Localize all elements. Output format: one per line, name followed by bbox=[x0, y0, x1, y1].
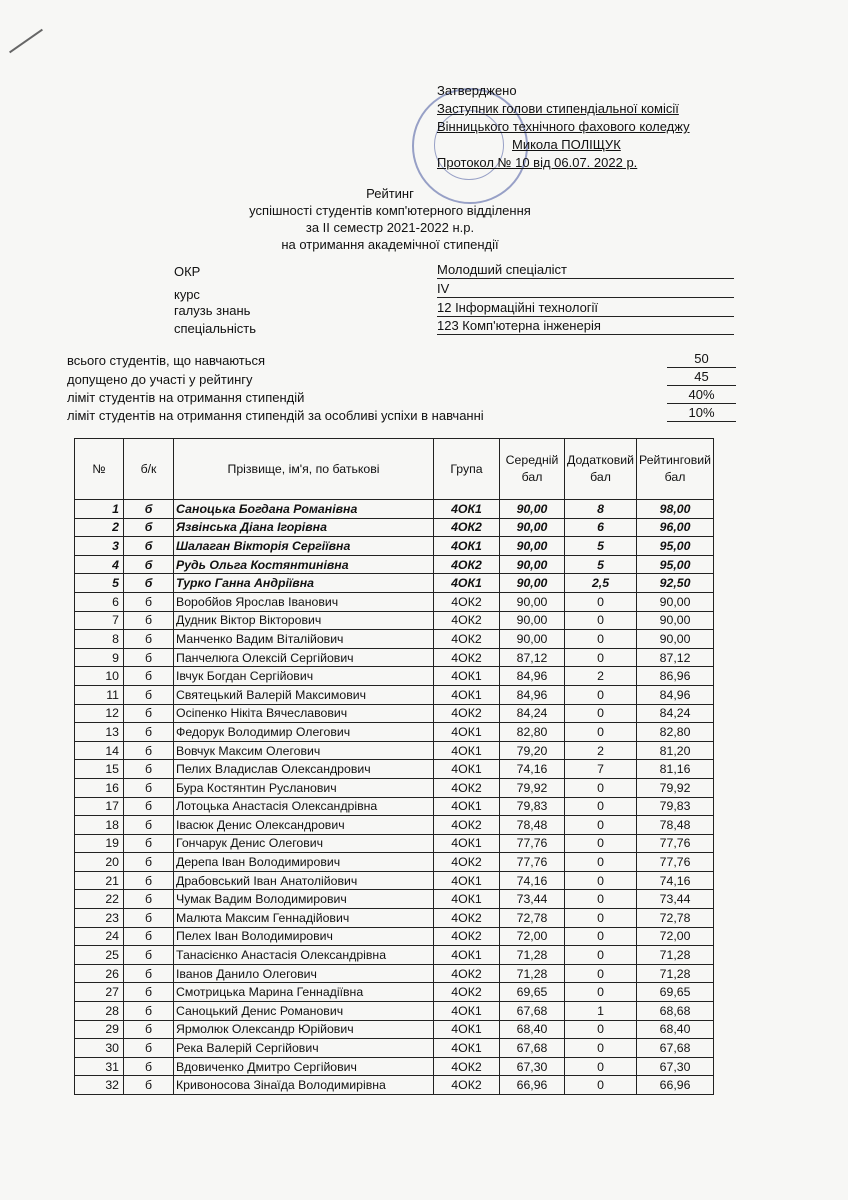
approval-block bbox=[437, 82, 737, 172]
cell-name: Река Валерій Сергійович bbox=[174, 1039, 434, 1058]
stat-label-limit: ліміт студентів на отримання стипендій bbox=[67, 390, 305, 405]
approval-line-4: Микола ПОЛІЩУК bbox=[512, 137, 621, 152]
cell-number: 5 bbox=[75, 574, 124, 593]
cell-number: 6 bbox=[75, 592, 124, 611]
cell-group: 4ОК2 bbox=[434, 1076, 500, 1095]
cell-rating: 77,76 bbox=[637, 853, 714, 872]
cell-average: 90,00 bbox=[500, 630, 565, 649]
cell-average: 90,00 bbox=[500, 537, 565, 556]
cell-budget: б bbox=[124, 927, 174, 946]
cell-rating: 90,00 bbox=[637, 611, 714, 630]
cell-number: 16 bbox=[75, 778, 124, 797]
cell-bonus: 0 bbox=[565, 685, 637, 704]
cell-average: 71,28 bbox=[500, 964, 565, 983]
cell-budget: б bbox=[124, 853, 174, 872]
header-name: Прізвище, ім'я, по батькові bbox=[174, 439, 434, 500]
cell-name: Осіпенко Нікіта Вячеславович bbox=[174, 704, 434, 723]
cell-bonus: 7 bbox=[565, 760, 637, 779]
cell-budget: б bbox=[124, 760, 174, 779]
cell-number: 3 bbox=[75, 537, 124, 556]
cell-rating: 68,40 bbox=[637, 1020, 714, 1039]
cell-average: 90,00 bbox=[500, 500, 565, 519]
cell-budget: б bbox=[124, 797, 174, 816]
cell-number: 26 bbox=[75, 964, 124, 983]
cell-budget: б bbox=[124, 946, 174, 965]
cell-bonus: 0 bbox=[565, 1020, 637, 1039]
table-row bbox=[75, 592, 714, 611]
stat-label-limit-special: ліміт студентів на отримання стипендій за особливі успіхи в навчанні bbox=[67, 408, 484, 423]
cell-budget: б bbox=[124, 685, 174, 704]
cell-group: 4ОК2 bbox=[434, 778, 500, 797]
stat-value-limit: 40% bbox=[667, 387, 736, 404]
cell-bonus: 8 bbox=[565, 500, 637, 519]
cell-budget: б bbox=[124, 816, 174, 835]
cell-bonus: 0 bbox=[565, 1039, 637, 1058]
cell-number: 9 bbox=[75, 648, 124, 667]
cell-rating: 96,00 bbox=[637, 518, 714, 537]
cell-bonus: 0 bbox=[565, 871, 637, 890]
cell-name: Дерепа Іван Володимирович bbox=[174, 853, 434, 872]
header-group: Група bbox=[434, 439, 500, 500]
cell-number: 14 bbox=[75, 741, 124, 760]
cell-budget: б bbox=[124, 1020, 174, 1039]
cell-group: 4ОК2 bbox=[434, 983, 500, 1002]
table-row bbox=[75, 778, 714, 797]
cell-name: Саноцька Богдана Романівна bbox=[174, 500, 434, 519]
cell-rating: 92,50 bbox=[637, 574, 714, 593]
cell-budget: б bbox=[124, 1076, 174, 1095]
cell-bonus: 0 bbox=[565, 890, 637, 909]
cell-rating: 73,44 bbox=[637, 890, 714, 909]
cell-bonus: 0 bbox=[565, 964, 637, 983]
cell-rating: 86,96 bbox=[637, 667, 714, 686]
cell-number: 24 bbox=[75, 927, 124, 946]
cell-rating: 67,30 bbox=[637, 1057, 714, 1076]
cell-average: 84,96 bbox=[500, 685, 565, 704]
cell-average: 87,12 bbox=[500, 648, 565, 667]
cell-number: 10 bbox=[75, 667, 124, 686]
cell-group: 4ОК1 bbox=[434, 1039, 500, 1058]
table-row bbox=[75, 518, 714, 537]
header-bonus: Додатковий бал bbox=[565, 439, 637, 500]
cell-average: 90,00 bbox=[500, 555, 565, 574]
header-number: № bbox=[75, 439, 124, 500]
cell-name: Дудник Віктор Вікторович bbox=[174, 611, 434, 630]
cell-budget: б bbox=[124, 1002, 174, 1021]
cell-budget: б bbox=[124, 630, 174, 649]
table-row bbox=[75, 834, 714, 853]
table-row bbox=[75, 909, 714, 928]
cell-bonus: 2 bbox=[565, 741, 637, 760]
cell-name: Івчук Богдан Сергійович bbox=[174, 667, 434, 686]
table-row bbox=[75, 983, 714, 1002]
param-value-field: 12 Інформаційні технології bbox=[437, 300, 734, 317]
cell-group: 4ОК1 bbox=[434, 797, 500, 816]
cell-bonus: 0 bbox=[565, 648, 637, 667]
cell-average: 73,44 bbox=[500, 890, 565, 909]
stat-value-total: 50 bbox=[667, 351, 736, 368]
param-label-field: галузь знань bbox=[174, 303, 251, 318]
cell-average: 82,80 bbox=[500, 723, 565, 742]
cell-average: 69,65 bbox=[500, 983, 565, 1002]
cell-bonus: 0 bbox=[565, 723, 637, 742]
cell-rating: 72,00 bbox=[637, 927, 714, 946]
cell-bonus: 2 bbox=[565, 667, 637, 686]
cell-number: 12 bbox=[75, 704, 124, 723]
table-row bbox=[75, 555, 714, 574]
cell-group: 4ОК1 bbox=[434, 1020, 500, 1039]
cell-name: Вовчук Максим Олегович bbox=[174, 741, 434, 760]
cell-budget: б bbox=[124, 741, 174, 760]
cell-rating: 77,76 bbox=[637, 834, 714, 853]
table-row bbox=[75, 648, 714, 667]
cell-budget: б bbox=[124, 964, 174, 983]
cell-group: 4ОК2 bbox=[434, 704, 500, 723]
cell-rating: 79,92 bbox=[637, 778, 714, 797]
cell-name: Шалаган Вікторія Сергіївна bbox=[174, 537, 434, 556]
header-rating: Рейтинговий бал bbox=[637, 439, 714, 500]
cell-number: 32 bbox=[75, 1076, 124, 1095]
cell-name: Воробйов Ярослав Іванович bbox=[174, 592, 434, 611]
title-line-3: за II семестр 2021-2022 н.р. bbox=[305, 220, 475, 235]
cell-number: 25 bbox=[75, 946, 124, 965]
cell-group: 4ОК1 bbox=[434, 760, 500, 779]
cell-number: 30 bbox=[75, 1039, 124, 1058]
cell-group: 4ОК2 bbox=[434, 648, 500, 667]
cell-bonus: 5 bbox=[565, 537, 637, 556]
cell-rating: 90,00 bbox=[637, 630, 714, 649]
table-header-row bbox=[75, 439, 714, 500]
table-row bbox=[75, 574, 714, 593]
cell-rating: 71,28 bbox=[637, 946, 714, 965]
cell-average: 77,76 bbox=[500, 834, 565, 853]
cell-budget: б bbox=[124, 592, 174, 611]
table-row bbox=[75, 704, 714, 723]
cell-group: 4ОК2 bbox=[434, 592, 500, 611]
cell-group: 4ОК2 bbox=[434, 927, 500, 946]
cell-budget: б bbox=[124, 890, 174, 909]
table-row bbox=[75, 890, 714, 909]
cell-group: 4ОК2 bbox=[434, 909, 500, 928]
cell-budget: б bbox=[124, 555, 174, 574]
approval-line-5: Протокол № 10 від 06.07. 2022 р. bbox=[437, 155, 638, 170]
title-line-2: успішності студентів комп'ютерного відділення bbox=[249, 203, 531, 218]
param-label-specialty: спеціальність bbox=[174, 321, 256, 336]
cell-bonus: 0 bbox=[565, 927, 637, 946]
cell-number: 2 bbox=[75, 518, 124, 537]
param-label-okr: ОКР bbox=[174, 264, 201, 279]
cell-group: 4ОК2 bbox=[434, 518, 500, 537]
cell-bonus: 0 bbox=[565, 834, 637, 853]
cell-average: 72,00 bbox=[500, 927, 565, 946]
table-row bbox=[75, 537, 714, 556]
stat-value-admitted: 45 bbox=[667, 369, 736, 386]
cell-group: 4ОК1 bbox=[434, 500, 500, 519]
stat-label-admitted: допущено до участі у рейтингу bbox=[67, 372, 253, 387]
cell-group: 4ОК1 bbox=[434, 723, 500, 742]
cell-average: 77,76 bbox=[500, 853, 565, 872]
cell-number: 18 bbox=[75, 816, 124, 835]
cell-group: 4ОК1 bbox=[434, 574, 500, 593]
cell-budget: б bbox=[124, 834, 174, 853]
cell-number: 1 bbox=[75, 500, 124, 519]
cell-bonus: 0 bbox=[565, 816, 637, 835]
cell-rating: 67,68 bbox=[637, 1039, 714, 1058]
cell-group: 4ОК1 bbox=[434, 946, 500, 965]
cell-number: 29 bbox=[75, 1020, 124, 1039]
cell-number: 19 bbox=[75, 834, 124, 853]
cell-rating: 69,65 bbox=[637, 983, 714, 1002]
cell-rating: 87,12 bbox=[637, 648, 714, 667]
cell-group: 4ОК2 bbox=[434, 853, 500, 872]
cell-rating: 66,96 bbox=[637, 1076, 714, 1095]
cell-budget: б bbox=[124, 518, 174, 537]
cell-budget: б bbox=[124, 778, 174, 797]
table-row bbox=[75, 1057, 714, 1076]
cell-name: Пелих Владислав Олександрович bbox=[174, 760, 434, 779]
header-average: Середній бал bbox=[500, 439, 565, 500]
cell-bonus: 0 bbox=[565, 946, 637, 965]
cell-average: 84,96 bbox=[500, 667, 565, 686]
cell-group: 4ОК1 bbox=[434, 667, 500, 686]
table-row bbox=[75, 1002, 714, 1021]
cell-group: 4ОК1 bbox=[434, 871, 500, 890]
cell-group: 4ОК2 bbox=[434, 816, 500, 835]
cell-budget: б bbox=[124, 500, 174, 519]
cell-budget: б bbox=[124, 537, 174, 556]
cell-name: Вдовиченко Дмитро Сергійович bbox=[174, 1057, 434, 1076]
table-row bbox=[75, 1039, 714, 1058]
cell-rating: 68,68 bbox=[637, 1002, 714, 1021]
cell-group: 4ОК1 bbox=[434, 685, 500, 704]
cell-group: 4ОК1 bbox=[434, 834, 500, 853]
cell-rating: 95,00 bbox=[637, 537, 714, 556]
cell-average: 79,92 bbox=[500, 778, 565, 797]
cell-number: 27 bbox=[75, 983, 124, 1002]
cell-number: 13 bbox=[75, 723, 124, 742]
cell-bonus: 6 bbox=[565, 518, 637, 537]
cell-average: 71,28 bbox=[500, 946, 565, 965]
cell-bonus: 0 bbox=[565, 704, 637, 723]
cell-number: 4 bbox=[75, 555, 124, 574]
cell-group: 4ОК2 bbox=[434, 1057, 500, 1076]
cell-name: Іванов Данило Олегович bbox=[174, 964, 434, 983]
cell-number: 15 bbox=[75, 760, 124, 779]
cell-rating: 78,48 bbox=[637, 816, 714, 835]
table-row bbox=[75, 611, 714, 630]
table-row bbox=[75, 853, 714, 872]
cell-name: Лотоцька Анастасія Олександрівна bbox=[174, 797, 434, 816]
cell-group: 4ОК2 bbox=[434, 964, 500, 983]
cell-name: Саноцький Денис Романович bbox=[174, 1002, 434, 1021]
cell-budget: б bbox=[124, 611, 174, 630]
table-row bbox=[75, 797, 714, 816]
cell-budget: б bbox=[124, 1039, 174, 1058]
cell-name: Бура Костянтин Русланович bbox=[174, 778, 434, 797]
stat-label-total: всього студентів, що навчаються bbox=[67, 353, 266, 368]
cell-rating: 82,80 bbox=[637, 723, 714, 742]
stat-value-limit-special: 10% bbox=[667, 405, 736, 422]
cell-rating: 84,96 bbox=[637, 685, 714, 704]
table-row bbox=[75, 685, 714, 704]
table-row bbox=[75, 1076, 714, 1095]
cell-rating: 81,20 bbox=[637, 741, 714, 760]
table-row bbox=[75, 760, 714, 779]
cell-rating: 72,78 bbox=[637, 909, 714, 928]
cell-rating: 98,00 bbox=[637, 500, 714, 519]
approval-line-2: Заступник голови стипендіальної комісії bbox=[437, 101, 679, 116]
cell-group: 4ОК1 bbox=[434, 741, 500, 760]
param-value-specialty: 123 Комп'ютерна інженерія bbox=[437, 318, 734, 335]
cell-average: 68,40 bbox=[500, 1020, 565, 1039]
cell-name: Ярмолюк Олександр Юрійович bbox=[174, 1020, 434, 1039]
approval-line-1: Затверджено bbox=[437, 83, 517, 98]
approval-line-3: Вінницького технічного фахового коледжу bbox=[437, 119, 690, 134]
table-row bbox=[75, 946, 714, 965]
cell-average: 74,16 bbox=[500, 760, 565, 779]
cell-rating: 81,16 bbox=[637, 760, 714, 779]
cell-name: Федорук Володимир Олегович bbox=[174, 723, 434, 742]
cell-average: 90,00 bbox=[500, 518, 565, 537]
cell-rating: 95,00 bbox=[637, 555, 714, 574]
cell-average: 90,00 bbox=[500, 611, 565, 630]
table-row bbox=[75, 723, 714, 742]
cell-budget: б bbox=[124, 983, 174, 1002]
cell-bonus: 0 bbox=[565, 909, 637, 928]
cell-bonus: 0 bbox=[565, 853, 637, 872]
table-row bbox=[75, 964, 714, 983]
cell-budget: б bbox=[124, 1057, 174, 1076]
cell-number: 23 bbox=[75, 909, 124, 928]
cell-name: Манченко Вадим Віталійович bbox=[174, 630, 434, 649]
cell-number: 8 bbox=[75, 630, 124, 649]
cell-name: Гончарук Денис Олегович bbox=[174, 834, 434, 853]
cell-name: Драбовський Іван Анатолійович bbox=[174, 871, 434, 890]
cell-bonus: 0 bbox=[565, 1076, 637, 1095]
cell-group: 4ОК2 bbox=[434, 630, 500, 649]
cell-bonus: 0 bbox=[565, 983, 637, 1002]
cell-budget: б bbox=[124, 704, 174, 723]
cell-bonus: 0 bbox=[565, 778, 637, 797]
cell-group: 4ОК1 bbox=[434, 890, 500, 909]
table-row bbox=[75, 741, 714, 760]
cell-number: 11 bbox=[75, 685, 124, 704]
cell-average: 79,83 bbox=[500, 797, 565, 816]
cell-average: 66,96 bbox=[500, 1076, 565, 1095]
cell-budget: б bbox=[124, 909, 174, 928]
cell-name: Смотрицька Марина Геннадіївна bbox=[174, 983, 434, 1002]
cell-number: 7 bbox=[75, 611, 124, 630]
rating-table bbox=[74, 438, 714, 1095]
cell-name: Турко Ганна Андріївна bbox=[174, 574, 434, 593]
cell-number: 31 bbox=[75, 1057, 124, 1076]
cell-name: Танасієнко Анастасія Олександрівна bbox=[174, 946, 434, 965]
cell-average: 79,20 bbox=[500, 741, 565, 760]
cell-rating: 74,16 bbox=[637, 871, 714, 890]
cell-average: 84,24 bbox=[500, 704, 565, 723]
pen-mark bbox=[9, 29, 43, 54]
cell-bonus: 2,5 bbox=[565, 574, 637, 593]
cell-group: 4ОК1 bbox=[434, 537, 500, 556]
cell-budget: б bbox=[124, 574, 174, 593]
cell-average: 67,68 bbox=[500, 1002, 565, 1021]
cell-average: 78,48 bbox=[500, 816, 565, 835]
cell-bonus: 0 bbox=[565, 630, 637, 649]
param-value-course: IV bbox=[437, 281, 734, 298]
cell-bonus: 5 bbox=[565, 555, 637, 574]
cell-rating: 84,24 bbox=[637, 704, 714, 723]
cell-budget: б bbox=[124, 648, 174, 667]
cell-name: Панчелюга Олексій Сергійович bbox=[174, 648, 434, 667]
cell-number: 20 bbox=[75, 853, 124, 872]
cell-rating: 71,28 bbox=[637, 964, 714, 983]
table-row bbox=[75, 1020, 714, 1039]
cell-number: 21 bbox=[75, 871, 124, 890]
cell-number: 22 bbox=[75, 890, 124, 909]
table-row bbox=[75, 630, 714, 649]
cell-average: 90,00 bbox=[500, 592, 565, 611]
table-row bbox=[75, 500, 714, 519]
cell-name: Малюта Максим Геннадійович bbox=[174, 909, 434, 928]
table-row bbox=[75, 927, 714, 946]
cell-rating: 90,00 bbox=[637, 592, 714, 611]
table-row bbox=[75, 871, 714, 890]
cell-name: Кривоносова Зінаїда Володимирівна bbox=[174, 1076, 434, 1095]
cell-number: 28 bbox=[75, 1002, 124, 1021]
cell-rating: 79,83 bbox=[637, 797, 714, 816]
param-value-okr: Молодший спеціаліст bbox=[437, 262, 734, 279]
param-label-course: курс bbox=[174, 287, 200, 302]
cell-bonus: 0 bbox=[565, 611, 637, 630]
cell-average: 90,00 bbox=[500, 574, 565, 593]
cell-name: Пелех Іван Володимирович bbox=[174, 927, 434, 946]
title-line-1: Рейтинг bbox=[366, 186, 414, 201]
cell-name: Язвінська Діана Ігорівна bbox=[174, 518, 434, 537]
cell-name: Чумак Вадим Володимирович bbox=[174, 890, 434, 909]
cell-average: 74,16 bbox=[500, 871, 565, 890]
header-budget: б/к bbox=[124, 439, 174, 500]
title-line-4: на отримання академічної стипендії bbox=[281, 237, 499, 252]
cell-average: 67,68 bbox=[500, 1039, 565, 1058]
cell-group: 4ОК2 bbox=[434, 611, 500, 630]
cell-name: Святецький Валерій Максимович bbox=[174, 685, 434, 704]
cell-average: 67,30 bbox=[500, 1057, 565, 1076]
table-row bbox=[75, 667, 714, 686]
cell-number: 17 bbox=[75, 797, 124, 816]
cell-average: 72,78 bbox=[500, 909, 565, 928]
cell-group: 4ОК1 bbox=[434, 1002, 500, 1021]
cell-bonus: 0 bbox=[565, 1057, 637, 1076]
cell-bonus: 0 bbox=[565, 592, 637, 611]
cell-group: 4ОК2 bbox=[434, 555, 500, 574]
cell-bonus: 1 bbox=[565, 1002, 637, 1021]
cell-budget: б bbox=[124, 723, 174, 742]
cell-bonus: 0 bbox=[565, 797, 637, 816]
cell-name: Рудь Ольга Костянтинівна bbox=[174, 555, 434, 574]
cell-budget: б bbox=[124, 871, 174, 890]
cell-budget: б bbox=[124, 667, 174, 686]
table-row bbox=[75, 816, 714, 835]
cell-name: Івасюк Денис Олександрович bbox=[174, 816, 434, 835]
